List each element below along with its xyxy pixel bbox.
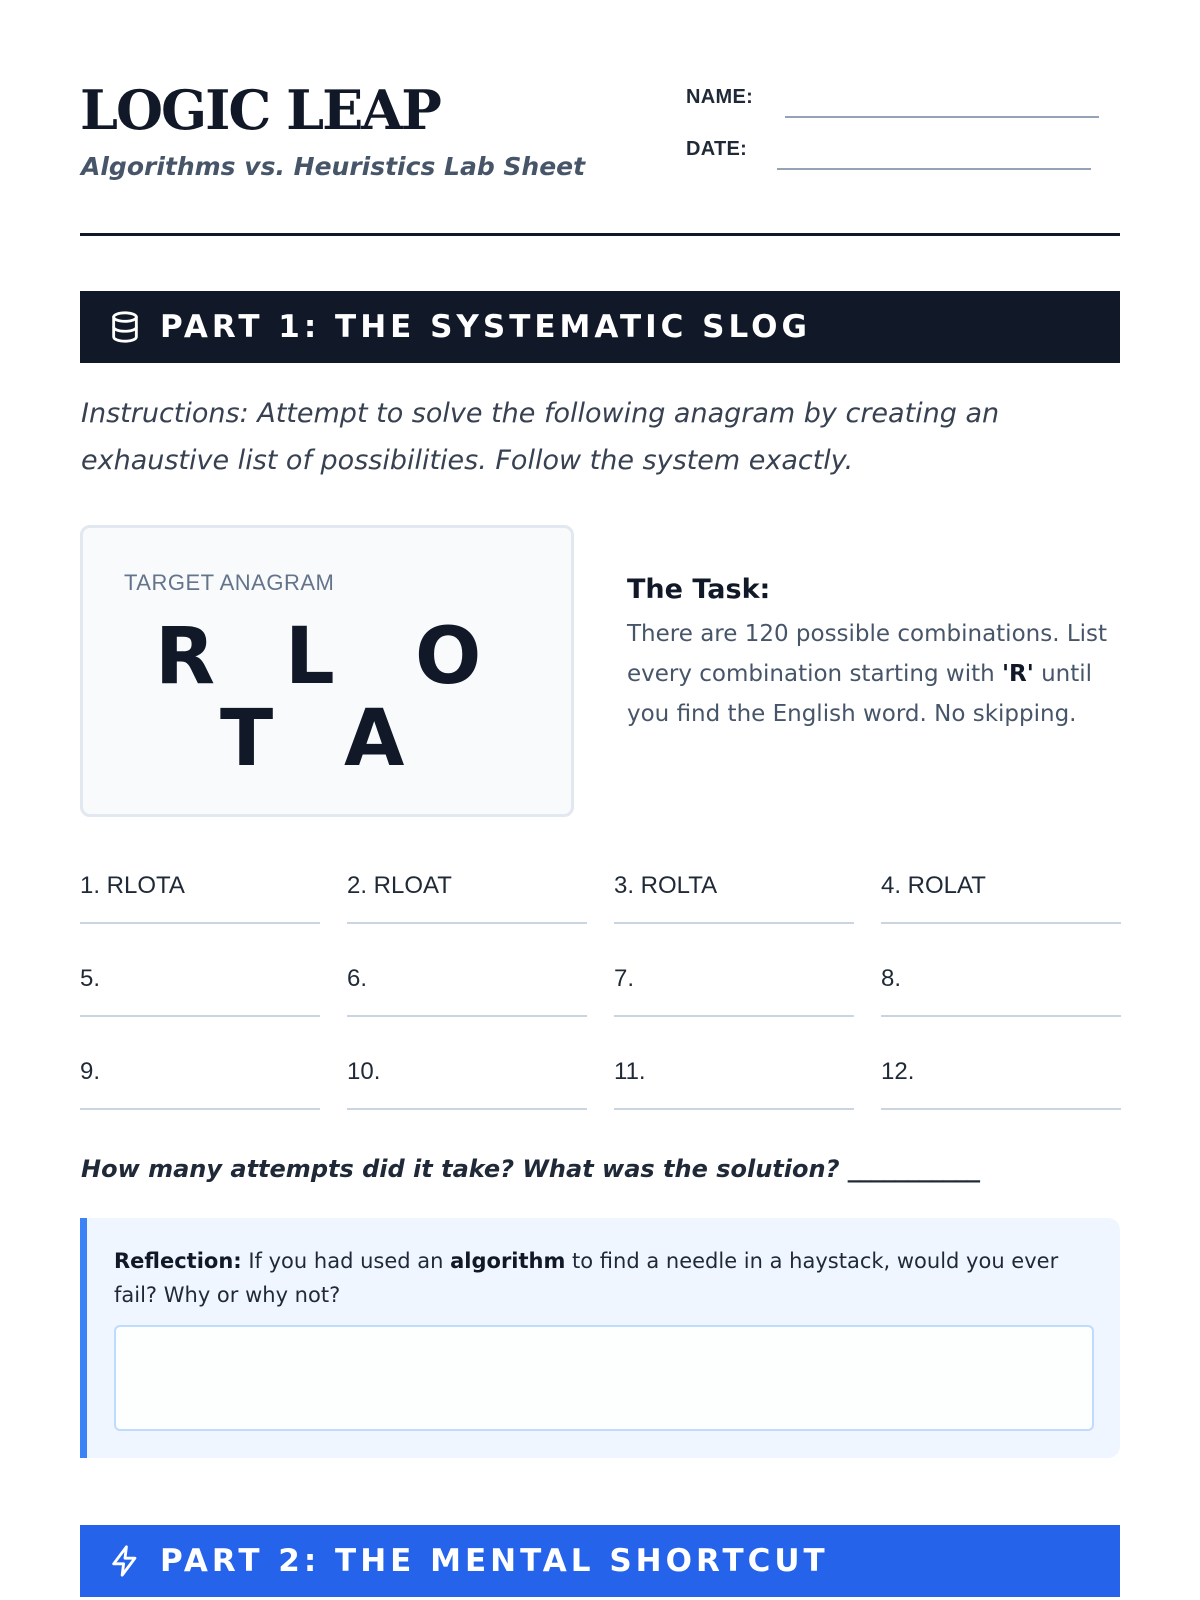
combination-cell[interactable] (881, 1050, 1121, 1110)
combination-cell[interactable] (347, 1050, 587, 1110)
combination-text: 9. (80, 1058, 101, 1085)
combination-text: 12. (881, 1058, 915, 1085)
combination-cell[interactable] (614, 864, 854, 924)
task-description (627, 614, 1117, 734)
combination-text: 5. (80, 965, 101, 992)
anagram-letter: T (220, 694, 274, 784)
name-label: NAME: (686, 86, 754, 108)
task-text: until you find the English word. No skipping. (627, 661, 1093, 727)
reflection-label: Reflection: (114, 1249, 242, 1273)
anagram-card (80, 525, 574, 817)
combination-cell[interactable] (347, 864, 587, 924)
anagram-letter: O (415, 612, 482, 702)
database-icon (108, 310, 142, 344)
reflection-answer-field[interactable] (114, 1325, 1094, 1431)
combination-text: 4. ROLAT (881, 872, 986, 899)
task-title: The Task: (627, 574, 771, 605)
combination-cell[interactable] (347, 957, 587, 1017)
anagram-letter: A (344, 694, 405, 784)
page-title: LOGIC LEAP (80, 78, 440, 142)
part2-header (80, 1525, 1120, 1597)
date-field[interactable] (777, 168, 1091, 170)
combination-cell[interactable] (881, 957, 1121, 1017)
part1-instructions: Instructions: Attempt to solve the following anagram by creating an exhaustive list of possibilities. Follow the system exactly. (81, 398, 1000, 476)
combination-text: 10. (347, 1058, 381, 1085)
reflection-text: If you had used an (241, 1249, 451, 1273)
name-field[interactable] (785, 116, 1099, 118)
part1-header (80, 291, 1120, 363)
page-subtitle: Algorithms vs. Heuristics Lab Sheet (81, 152, 586, 181)
reflection-box (80, 1218, 1120, 1458)
anagram-letter: L (285, 612, 335, 702)
task-text: There are 120 possible combinations. List every combination starting with (627, 621, 1108, 687)
header-divider (80, 233, 1120, 236)
part1-title: PART 1: THE SYSTEMATIC SLOG (160, 309, 811, 345)
task-emphasis: 'R' (1002, 661, 1034, 687)
combination-cell[interactable] (614, 957, 854, 1017)
combination-cell[interactable] (80, 957, 320, 1017)
lightning-icon (108, 1544, 142, 1578)
date-label: DATE: (686, 138, 748, 160)
combination-cell[interactable] (80, 864, 320, 924)
combination-cell[interactable] (80, 1050, 320, 1110)
combination-text: 3. ROLTA (614, 872, 718, 899)
combination-text: 8. (881, 965, 902, 992)
combination-text: 2. RLOAT (347, 872, 452, 899)
combination-text: 6. (347, 965, 368, 992)
combination-text: 1. RLOTA (80, 872, 185, 899)
reflection-emphasis: algorithm (450, 1249, 566, 1273)
reflection-text: to find a needle in a haystack, would you ever fail? Why or why not? (114, 1249, 1059, 1307)
combination-text: 7. (614, 965, 635, 992)
anagram-label: TARGET ANAGRAM (124, 570, 335, 595)
combination-text: 11. (614, 1058, 646, 1085)
solution-question: How many attempts did it take? What was the solution? ___________ (81, 1155, 980, 1183)
combination-cell[interactable] (881, 864, 1121, 924)
combination-cell[interactable] (614, 1050, 854, 1110)
reflection-prompt (114, 1244, 1094, 1312)
part2-title: PART 2: THE MENTAL SHORTCUT (160, 1543, 829, 1579)
anagram-letter: R (155, 612, 216, 702)
